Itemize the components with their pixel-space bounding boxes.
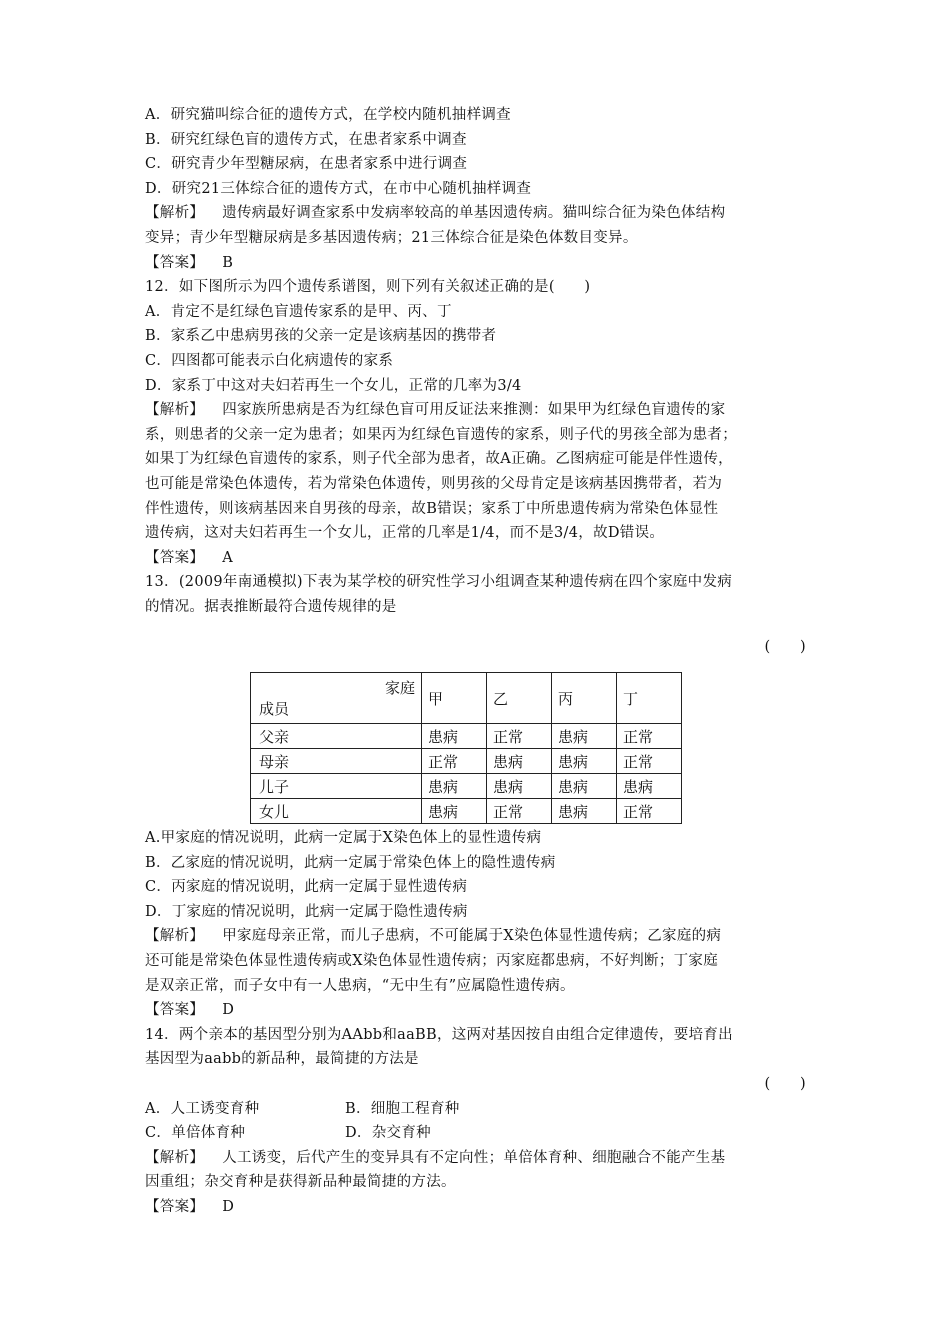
- answer-value: A: [222, 549, 233, 566]
- analysis-line: [145, 398, 810, 423]
- answer-value: D: [222, 1198, 235, 1215]
- table-cell: 患病: [617, 774, 682, 799]
- table-cell: 患病: [422, 774, 487, 799]
- answer-line: [145, 251, 810, 276]
- answer-value: B: [222, 254, 234, 271]
- table-cell: 正常: [617, 724, 682, 749]
- option-b: B．家系乙中患病男孩的父亲一定是该病基因的携带者: [145, 328, 497, 345]
- table-row: [251, 799, 682, 824]
- question-12: [145, 275, 810, 570]
- answer-tag: 【答案】: [145, 1198, 205, 1215]
- question-13: [145, 570, 810, 1023]
- analysis-text: 人工诱变，后代产生的变异具有不定向性；单倍体育种、细胞融合不能产生基: [222, 1149, 726, 1166]
- question-14: [145, 1023, 810, 1220]
- table-row: [251, 774, 682, 799]
- option-b: B．研究红绿色盲的遗传方式，在患者家系中调查: [145, 131, 467, 148]
- analysis-line: [145, 201, 810, 226]
- options-row: [145, 1097, 810, 1122]
- option-d: D．杂交育种: [345, 1125, 431, 1142]
- corner-label-member: 成员: [259, 700, 290, 719]
- option-d: D．家系丁中这对夫妇若再生一个女儿，正常的几率为3/4: [145, 377, 522, 394]
- analysis-tag: 【解析】: [145, 402, 205, 419]
- question-stem: 12．如下图所示为四个遗传系谱图，则下列有关叙述正确的是( ): [145, 279, 591, 296]
- option-b: B．乙家庭的情况说明，此病一定属于常染色体上的隐性遗传病: [145, 854, 556, 871]
- column-header: 丁: [617, 673, 682, 724]
- question-11: [145, 103, 810, 275]
- answer-value: D: [222, 1002, 235, 1019]
- table-cell: 正常: [487, 724, 552, 749]
- option-a: A.甲家庭的情况说明，此病一定属于X染色体上的显性遗传病: [145, 830, 542, 847]
- row-label: 父亲: [251, 724, 422, 749]
- row-label: 儿子: [251, 774, 422, 799]
- column-header: 甲: [422, 673, 487, 724]
- answer-bracket: ( ): [764, 639, 806, 656]
- row-label: 女儿: [251, 799, 422, 824]
- option-c: C．研究青少年型糖尿病，在患者家系中进行调查: [145, 156, 468, 173]
- analysis-line: 是双亲正常，而子女中有一人患病，“无中生有”应属隐性遗传病。: [145, 977, 575, 994]
- analysis-tag: 【解析】: [145, 205, 205, 222]
- question-stem: 14．两个亲本的基因型分别为AAbb和aaBB，这两对基因按自由组合定律遗传，要培育出: [145, 1026, 733, 1043]
- answer-tag: 【答案】: [145, 254, 205, 271]
- analysis-line: 伴性遗传，则该病基因来自男孩的母亲，故B错误；家系丁中所患遗传病为常染色体显性: [145, 500, 719, 517]
- family-table: [250, 672, 682, 824]
- table-cell: 患病: [487, 774, 552, 799]
- table-corner-cell: [251, 673, 422, 724]
- table-row: [251, 724, 682, 749]
- table-cell: 患病: [487, 749, 552, 774]
- question-stem: 基因型为aabb的新品种，最简捷的方法是: [145, 1051, 419, 1068]
- table-cell: 患病: [552, 799, 617, 824]
- option-c: C．丙家庭的情况说明，此病一定属于显性遗传病: [145, 879, 468, 896]
- document-page: [145, 103, 810, 1220]
- table-cell: 正常: [617, 749, 682, 774]
- option-b: B．细胞工程育种: [345, 1100, 460, 1117]
- analysis-line: 还可能是常染色体显性遗传病或X染色体显性遗传病；丙家庭都患病，不好判断；丁家庭: [145, 953, 719, 970]
- analysis-line: 遗传病，这对夫妇若再生一个女儿，正常的几率是1/4，而不是3/4，故D错误。: [145, 525, 665, 542]
- answer-line: [145, 546, 810, 571]
- corner-label-family: 家庭: [384, 679, 415, 698]
- table-cell: 患病: [422, 724, 487, 749]
- question-stem: 13．(2009年南通模拟)下表为某学校的研究性学习小组调查某种遗传病在四个家庭中发病: [145, 574, 733, 591]
- answer-tag: 【答案】: [145, 549, 205, 566]
- analysis-line: 因重组；杂交育种是获得新品种最简捷的方法。: [145, 1174, 456, 1191]
- analysis-line: [145, 1146, 810, 1171]
- answer-bracket: ( ): [764, 1076, 806, 1092]
- answer-tag: 【答案】: [145, 1002, 205, 1019]
- table-cell: 正常: [422, 749, 487, 774]
- analysis-line: 变异；青少年型糖尿病是多基因遗传病；21三体综合征是染色体数目变异。: [145, 229, 638, 246]
- option-a: A．人工诱变育种: [145, 1100, 260, 1117]
- option-a: A．肯定不是红绿色盲遗传家系的是甲、丙、丁: [145, 303, 452, 320]
- table-cell: 患病: [422, 799, 487, 824]
- table-row: [251, 749, 682, 774]
- analysis-line: 也可能是常染色体遗传，若为常染色体遗传，则男孩的父母肯定是该病基因携带者，若为: [145, 475, 723, 492]
- option-c: C．四图都可能表示白化病遗传的家系: [145, 352, 394, 369]
- options-row: [145, 1121, 810, 1146]
- column-header: 乙: [487, 673, 552, 724]
- table-cell: 患病: [552, 724, 617, 749]
- answer-line: [145, 1195, 810, 1220]
- analysis-tag: 【解析】: [145, 928, 205, 945]
- option-d: D．研究21三体综合征的遗传方式，在市中心随机抽样调查: [145, 180, 532, 197]
- option-c: C．单倍体育种: [145, 1125, 246, 1142]
- analysis-line: 如果丁为红绿色盲遗传的家系，则子代全部为患者，故A正确。乙图病症可能是伴性遗传，: [145, 451, 733, 468]
- analysis-text: 甲家庭母亲正常，而儿子患病，不可能属于X染色体显性遗传病；乙家庭的病: [222, 928, 722, 945]
- analysis-tag: 【解析】: [145, 1149, 205, 1166]
- option-a: A．研究猫叫综合征的遗传方式，在学校内随机抽样调查: [145, 107, 511, 123]
- answer-line: [145, 998, 810, 1023]
- table-header-row: [251, 673, 682, 724]
- analysis-text: 四家族所患病是否为红绿色盲可用反证法来推测：如果甲为红绿色盲遗传的家: [222, 402, 726, 419]
- table-cell: 患病: [552, 749, 617, 774]
- table-cell: 患病: [552, 774, 617, 799]
- analysis-line: [145, 924, 810, 949]
- row-label: 母亲: [251, 749, 422, 774]
- question-stem: 的情况。据表推断最符合遗传规律的是: [145, 598, 397, 615]
- analysis-text: 遗传病最好调查家系中发病率较高的单基因遗传病。猫叫综合征为染色体结构: [222, 205, 726, 222]
- column-header: 丙: [552, 673, 617, 724]
- table-cell: 正常: [487, 799, 552, 824]
- table-cell: 正常: [617, 799, 682, 824]
- analysis-line: 系，则患者的父亲一定为患者；如果丙为红绿色盲遗传的家系，则子代的男孩全部为患者；: [145, 426, 737, 443]
- option-d: D．丁家庭的情况说明，此病一定属于隐性遗传病: [145, 903, 468, 920]
